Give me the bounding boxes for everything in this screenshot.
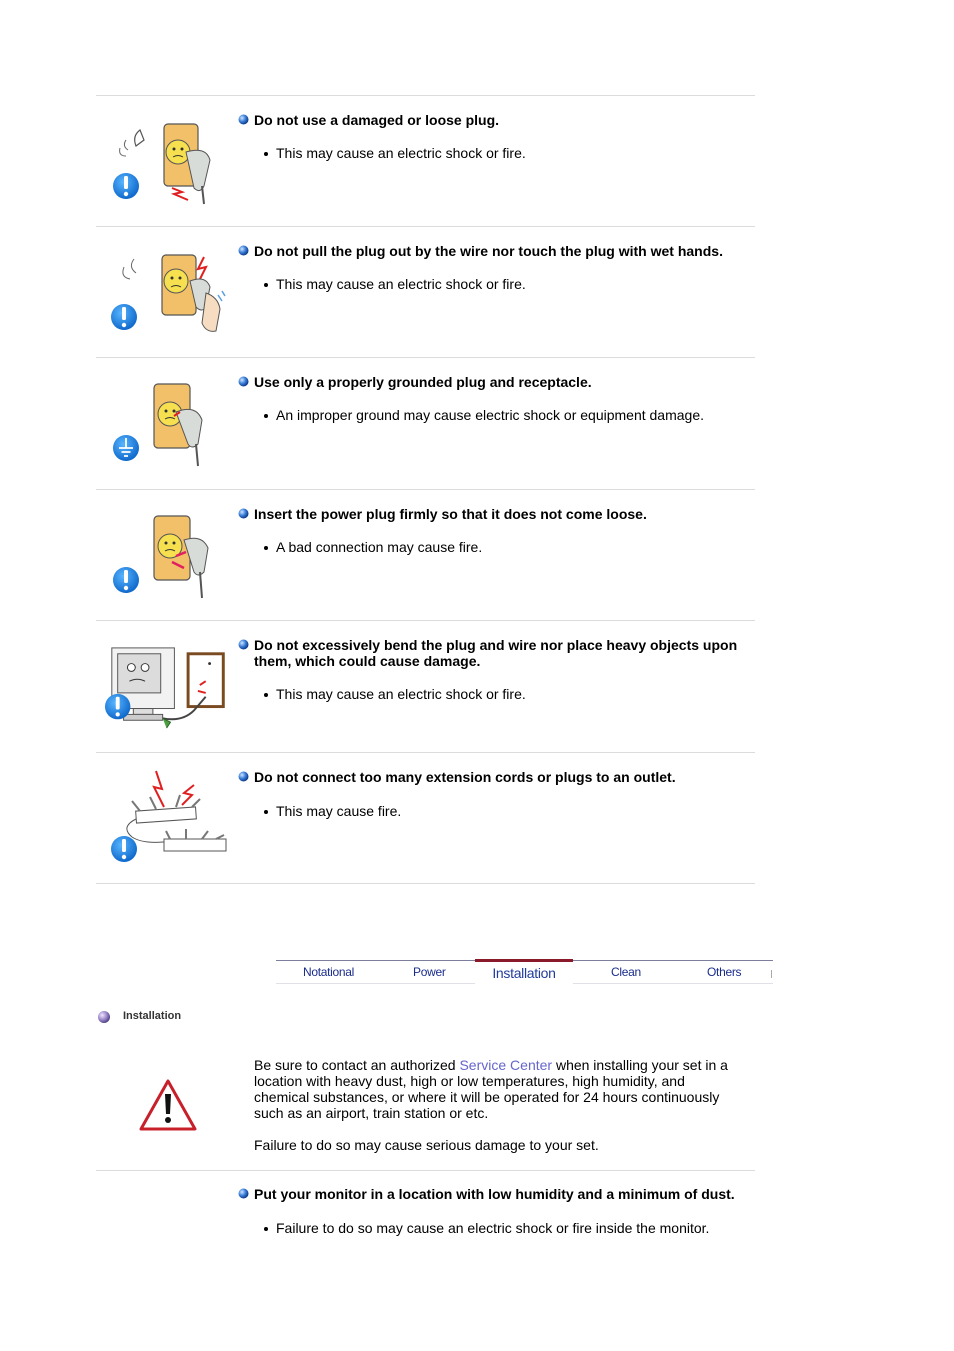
- warning-bullet: An improper ground may cause electric shock or equipment damage.: [276, 407, 704, 423]
- warning-bullet: This may cause fire.: [276, 803, 402, 819]
- warning-item: [96, 227, 755, 357]
- warning-heading: Insert the power plug firmly so that it does not come loose.: [238, 506, 774, 522]
- grounded-plug-illustration: [106, 378, 231, 468]
- purple-ball-icon: [97, 1010, 111, 1024]
- section-tab-bar: [276, 959, 773, 985]
- warning-heading: Do not pull the plug out by the wire nor touch the plug with wet hands.: [238, 243, 774, 259]
- blue-ball-icon: [238, 245, 249, 256]
- blue-ball-icon: [238, 376, 249, 387]
- warning-item: [96, 490, 755, 620]
- warning-item: [96, 358, 755, 489]
- warning-bullet: This may cause an electric shock or fire.: [276, 686, 526, 702]
- warning-item: [96, 1171, 755, 1271]
- warning-bullet: This may cause an electric shock or fire.: [276, 276, 526, 292]
- divider: [96, 883, 755, 884]
- warning-heading: Put your monitor in a location with low humidity and a minimum of dust.: [238, 1186, 764, 1202]
- loose-plug-illustration: [106, 510, 231, 600]
- service-center-link[interactable]: Service Center: [459, 1057, 553, 1073]
- warning-item: [96, 96, 755, 226]
- warning-bullet: A bad connection may cause fire.: [276, 539, 483, 555]
- tab-clean[interactable]: Clean: [611, 965, 641, 979]
- warning-bullet: Failure to do so may cause an electric shock or fire inside the monitor.: [276, 1220, 710, 1236]
- bent-wire-monitor-illustration: [104, 643, 236, 733]
- warning-heading: Do not use a damaged or loose plug.: [238, 112, 774, 128]
- power-strip-illustration: [106, 769, 231, 864]
- tab-others[interactable]: Others: [707, 965, 742, 979]
- tab-power[interactable]: Power: [413, 965, 446, 979]
- warning-heading: Do not excessively bend the plug and wire nor place heavy objects upon them, which could cause damage.: [238, 637, 754, 669]
- installation-note: Be sure to contact an authorized Service Center when installing your set in a location with heavy dust, high or low temperatures, high humidity, and chemical substances, or where it will be operated for 24 hours continuously such as an airport, train station or etc. Failure to do so may cause serious damage to your set.: [254, 1057, 728, 1153]
- blue-ball-icon: [238, 1188, 249, 1199]
- warning-item: [96, 753, 755, 883]
- warning-item: [96, 621, 755, 752]
- damaged-plug-illustration: [106, 116, 231, 206]
- warning-heading: Do not connect too many extension cords or plugs to an outlet.: [238, 769, 774, 785]
- caution-triangle-icon: [138, 1078, 198, 1132]
- tab-notational[interactable]: Notational: [303, 965, 355, 979]
- blue-ball-icon: [238, 114, 249, 125]
- blue-ball-icon: [238, 639, 249, 650]
- wet-hand-plug-illustration: [106, 247, 231, 337]
- warning-bullet: This may cause an electric shock or fire.: [276, 145, 526, 161]
- warning-heading: Use only a properly grounded plug and receptacle.: [238, 374, 774, 390]
- blue-ball-icon: [238, 771, 249, 782]
- blue-ball-icon: [238, 508, 249, 519]
- tab-installation[interactable]: Installation: [475, 959, 573, 986]
- section-title: Installation: [123, 1010, 182, 1022]
